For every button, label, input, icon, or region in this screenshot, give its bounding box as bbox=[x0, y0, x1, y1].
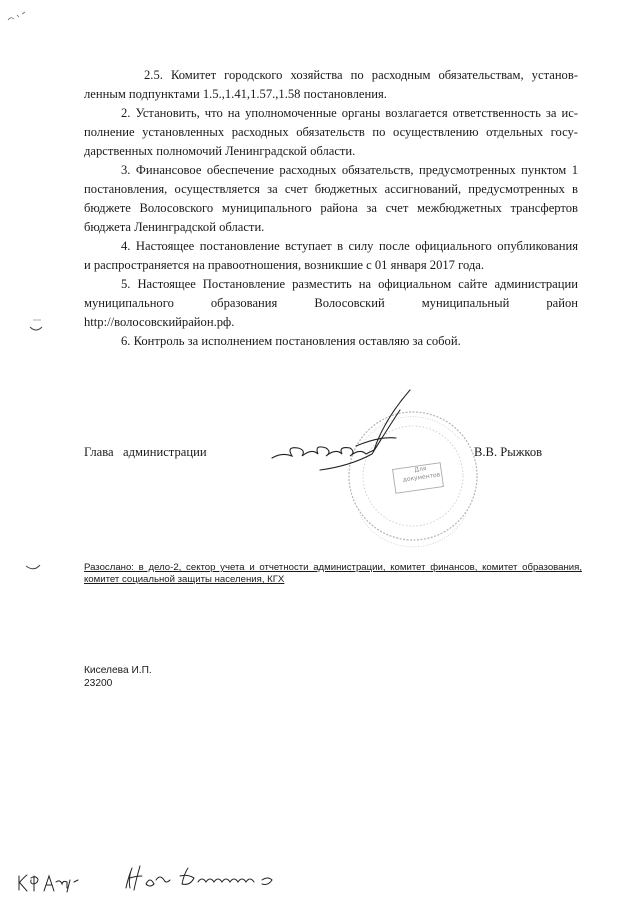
stamp-label: Для документов bbox=[402, 465, 441, 484]
executor-phone: 23200 bbox=[84, 678, 113, 689]
text-line: бюджете Волосовского муниципального района за счет межбюджетных трансфертов bbox=[84, 201, 578, 215]
executor-name: Киселева И.П. bbox=[84, 665, 152, 676]
text-line: и распространяется на правоотношения, возникшие с 01 января 2017 года. bbox=[84, 258, 485, 272]
text-line: постановления, осуществляется за счет бюджетных ассигнований, предусмотренных в bbox=[84, 182, 578, 196]
distribution-line: Разослано: в дело-2, сектор учета и отчетности администрации, комитет финансов, комитет образования, bbox=[84, 562, 582, 573]
text-line: 6. Контроль за исполнением постановления оставляю за собой. bbox=[121, 334, 461, 348]
text-line: 2. Установить, что на уполномоченные органы возлагается ответственность за ис- bbox=[121, 106, 578, 120]
website-link-text: http://волосовскийрайон.рф. bbox=[84, 315, 235, 329]
text-line: 4. Настоящее постановление вступает в силу после официального опубликования bbox=[121, 239, 578, 253]
distribution-line: комитет социальной защиты населения, КГХ bbox=[84, 574, 285, 585]
text-line: 5. Настоящее Постановление разместить на официальном сайте администрации bbox=[121, 277, 578, 291]
handwritten-note-left bbox=[19, 875, 78, 892]
text-line: 2.5. Комитет городского хозяйства по расходным обязательствам, установ- bbox=[144, 68, 578, 82]
text-line: муниципального образования Волосовский муниципальный район bbox=[84, 296, 578, 310]
text-line: ленным подпунктами 1.5.,1.41,1.57.,1.58 постановления. bbox=[84, 87, 387, 101]
signatory-name: В.В. Рыжков bbox=[474, 445, 543, 459]
text-line: бюджета Ленинградской области. bbox=[84, 220, 265, 234]
signature-position: Глава администрации bbox=[84, 445, 207, 459]
text-line: 3. Финансовое обеспечение расходных обязательств, предусмотренных пунктом 1 bbox=[121, 163, 578, 177]
handwritten-note-right bbox=[126, 866, 272, 890]
text-line: дарственных полномочий Ленинградской области. bbox=[84, 144, 356, 158]
text-line: полнение установленных расходных обязательств по осуществлению отдельных госу- bbox=[84, 125, 578, 139]
